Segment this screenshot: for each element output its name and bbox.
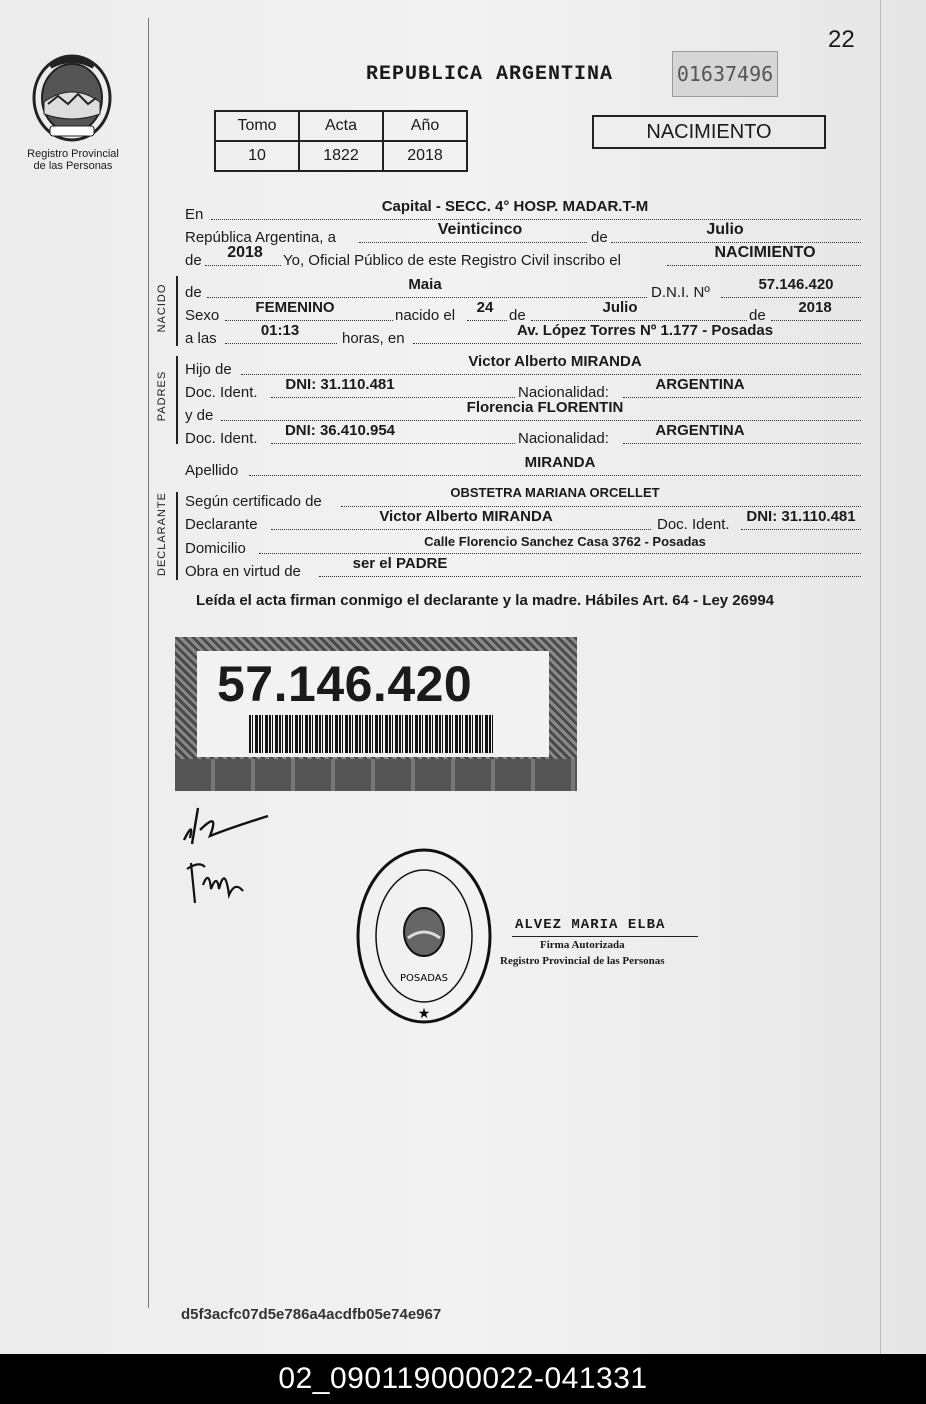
declarant-value: Victor Alberto MIRANDA (379, 508, 553, 525)
registry-header-row (215, 111, 467, 141)
obra-value: ser el PADRE (352, 555, 448, 572)
place-value: Capital - SECC. 4° HOSP. MADAR.T-M (381, 198, 649, 215)
registry-value-row (215, 141, 467, 171)
logo-caption-line: Registro Provincial de las Personas (27, 148, 119, 172)
section-bar (176, 356, 178, 444)
year-value: 2018 (227, 244, 263, 261)
horas-label: horas, en (342, 330, 405, 347)
de-label: de (185, 252, 202, 269)
dotted-line (271, 396, 515, 398)
birth-day-value: 24 (476, 299, 494, 316)
dni-label: D.N.I. Nº (651, 284, 710, 301)
obra-row (185, 555, 863, 583)
padres-section-label: PADRES (156, 370, 168, 422)
surname-row (185, 454, 863, 482)
dotted-line (413, 342, 861, 344)
svg-text:★: ★ (417, 1005, 431, 1021)
birth-month-value: Julio (602, 299, 638, 316)
dotted-line (271, 442, 515, 444)
barcode-icon (249, 715, 495, 753)
dotted-line (623, 396, 861, 398)
de-label: de (509, 307, 526, 324)
dotted-line (241, 373, 861, 375)
tomo-header: Tomo (215, 111, 299, 141)
security-strip (175, 759, 577, 791)
child-dni-value: 57.146.420 (758, 276, 834, 293)
certificate-value: OBSTETRA MARIANA ORCELLET (450, 485, 660, 500)
dotted-line (771, 319, 861, 321)
dotted-line (611, 241, 861, 243)
segun-certificado-label: Según certificado de (185, 493, 322, 510)
dni-card (175, 637, 577, 791)
declarante-section-label: DECLARANTE (156, 492, 168, 576)
birth-place-value: Av. López Torres Nº 1.177 - Posadas (516, 322, 774, 339)
document-hash: d5f3acfc07d5e786a4acdfb05e74e967 (181, 1306, 442, 1323)
logo-caption (12, 148, 134, 172)
page-edge (880, 0, 881, 1354)
child-name-value: Maia (408, 276, 442, 293)
father-doc-value: DNI: 31.110.481 (285, 376, 395, 393)
mother-name-value: Florencia FLORENTIN (466, 399, 624, 416)
sexo-label: Sexo (185, 307, 220, 324)
scan-footer-id: 02_090119000022-041331 (0, 1354, 926, 1404)
dotted-line (667, 264, 861, 266)
declarant-signature-icon (180, 800, 272, 850)
apellido-label: Apellido (185, 462, 239, 479)
official-stamp-icon (354, 846, 494, 1026)
dotted-line (207, 296, 647, 298)
nacionalidad-label: Nacionalidad: (518, 430, 609, 447)
nacido-el-label: nacido el (395, 307, 456, 324)
signature-line (512, 936, 698, 937)
mother-doc-row (185, 422, 863, 450)
mother-doc-value: DNI: 36.410.954 (284, 422, 396, 439)
authority-org: Registro Provincial de las Personas (500, 955, 665, 967)
dotted-line (741, 528, 861, 530)
document-title: REPUBLICA ARGENTINA (366, 63, 614, 86)
address-row (185, 534, 863, 560)
de-label: de (185, 284, 202, 301)
acta-value: 1822 (299, 141, 383, 171)
hijo-de-label: Hijo de (185, 361, 232, 378)
serial-number-label: 01637496 (672, 51, 778, 97)
doc-ident-label: Doc. Ident. (657, 516, 730, 533)
address-value: Calle Florencio Sanchez Casa 3762 - Posadas (424, 534, 706, 549)
a-las-label: a las (185, 330, 217, 347)
dotted-line (271, 528, 651, 530)
registry-table (214, 110, 468, 172)
father-nationality-value: ARGENTINA (655, 376, 745, 393)
dotted-line (221, 419, 861, 421)
en-label: En (185, 206, 204, 223)
svg-text:POSADAS: POSADAS (400, 973, 448, 984)
declarante-label: Declarante (185, 516, 258, 533)
page-number: 22 (828, 26, 855, 53)
authority-name: ALVEZ MARIA ELBA (515, 917, 666, 933)
dotted-line (211, 218, 861, 220)
dotted-line (249, 474, 861, 476)
dotted-line (721, 296, 861, 298)
inscribo-row (185, 244, 863, 272)
domicilio-label: Domicilio (185, 540, 246, 557)
dotted-line (623, 442, 861, 444)
dotted-line (225, 319, 393, 321)
y-de-label: y de (185, 407, 214, 424)
birth-year-value: 2018 (798, 299, 832, 316)
dotted-line (319, 575, 861, 577)
surname-value: MIRANDA (524, 454, 596, 471)
dotted-line (531, 319, 747, 321)
section-bar (176, 276, 178, 346)
tomo-value: 10 (215, 141, 299, 171)
inscribo-value: NACIMIENTO (714, 244, 816, 261)
obra-label: Obra en virtud de (185, 563, 301, 580)
doc-ident-label: Doc. Ident. (185, 430, 258, 447)
oficial-text: Yo, Oficial Público de este Registro Civil inscribo el (283, 252, 621, 269)
dni-card-panel (197, 651, 549, 757)
nacionalidad-label: Nacionalidad: (518, 384, 609, 401)
father-name-value: Victor Alberto MIRANDA (468, 353, 642, 370)
declarant-row (185, 508, 863, 536)
dni-number: 57.146.420 (217, 656, 473, 712)
republica-label: República Argentina, a (185, 229, 336, 246)
time-row (185, 322, 863, 350)
authority-role: Firma Autorizada (540, 939, 625, 951)
section-bar (176, 492, 178, 580)
dotted-line (259, 552, 861, 554)
sex-value: FEMENINO (255, 299, 335, 316)
month-value: Julio (706, 221, 744, 238)
act-type-box: NACIMIENTO (592, 115, 826, 149)
dotted-line (205, 264, 281, 266)
dotted-line (359, 241, 587, 243)
de-label: de (591, 229, 608, 246)
dotted-line (467, 319, 507, 321)
declarant-doc-value: DNI: 31.110.481 (746, 508, 856, 525)
mother-nationality-value: ARGENTINA (655, 422, 745, 439)
anio-header: Año (383, 111, 467, 141)
anio-value: 2018 (383, 141, 467, 171)
margin-line (148, 18, 149, 1308)
day-value: Veinticinco (437, 221, 523, 238)
province-coat-of-arms-icon (28, 52, 116, 144)
legal-text: Leída el acta firman conmigo el declarante y la madre. Hábiles Art. 64 - Ley 26994 (196, 592, 775, 609)
birth-time-value: 01:13 (260, 322, 300, 339)
de-label: de (749, 307, 766, 324)
mother-signature-icon (185, 855, 249, 907)
dotted-line (341, 505, 861, 507)
acta-header: Acta (299, 111, 383, 141)
doc-ident-label: Doc. Ident. (185, 384, 258, 401)
nacido-section-label: NACIDO (156, 283, 168, 333)
dotted-line (225, 342, 337, 344)
